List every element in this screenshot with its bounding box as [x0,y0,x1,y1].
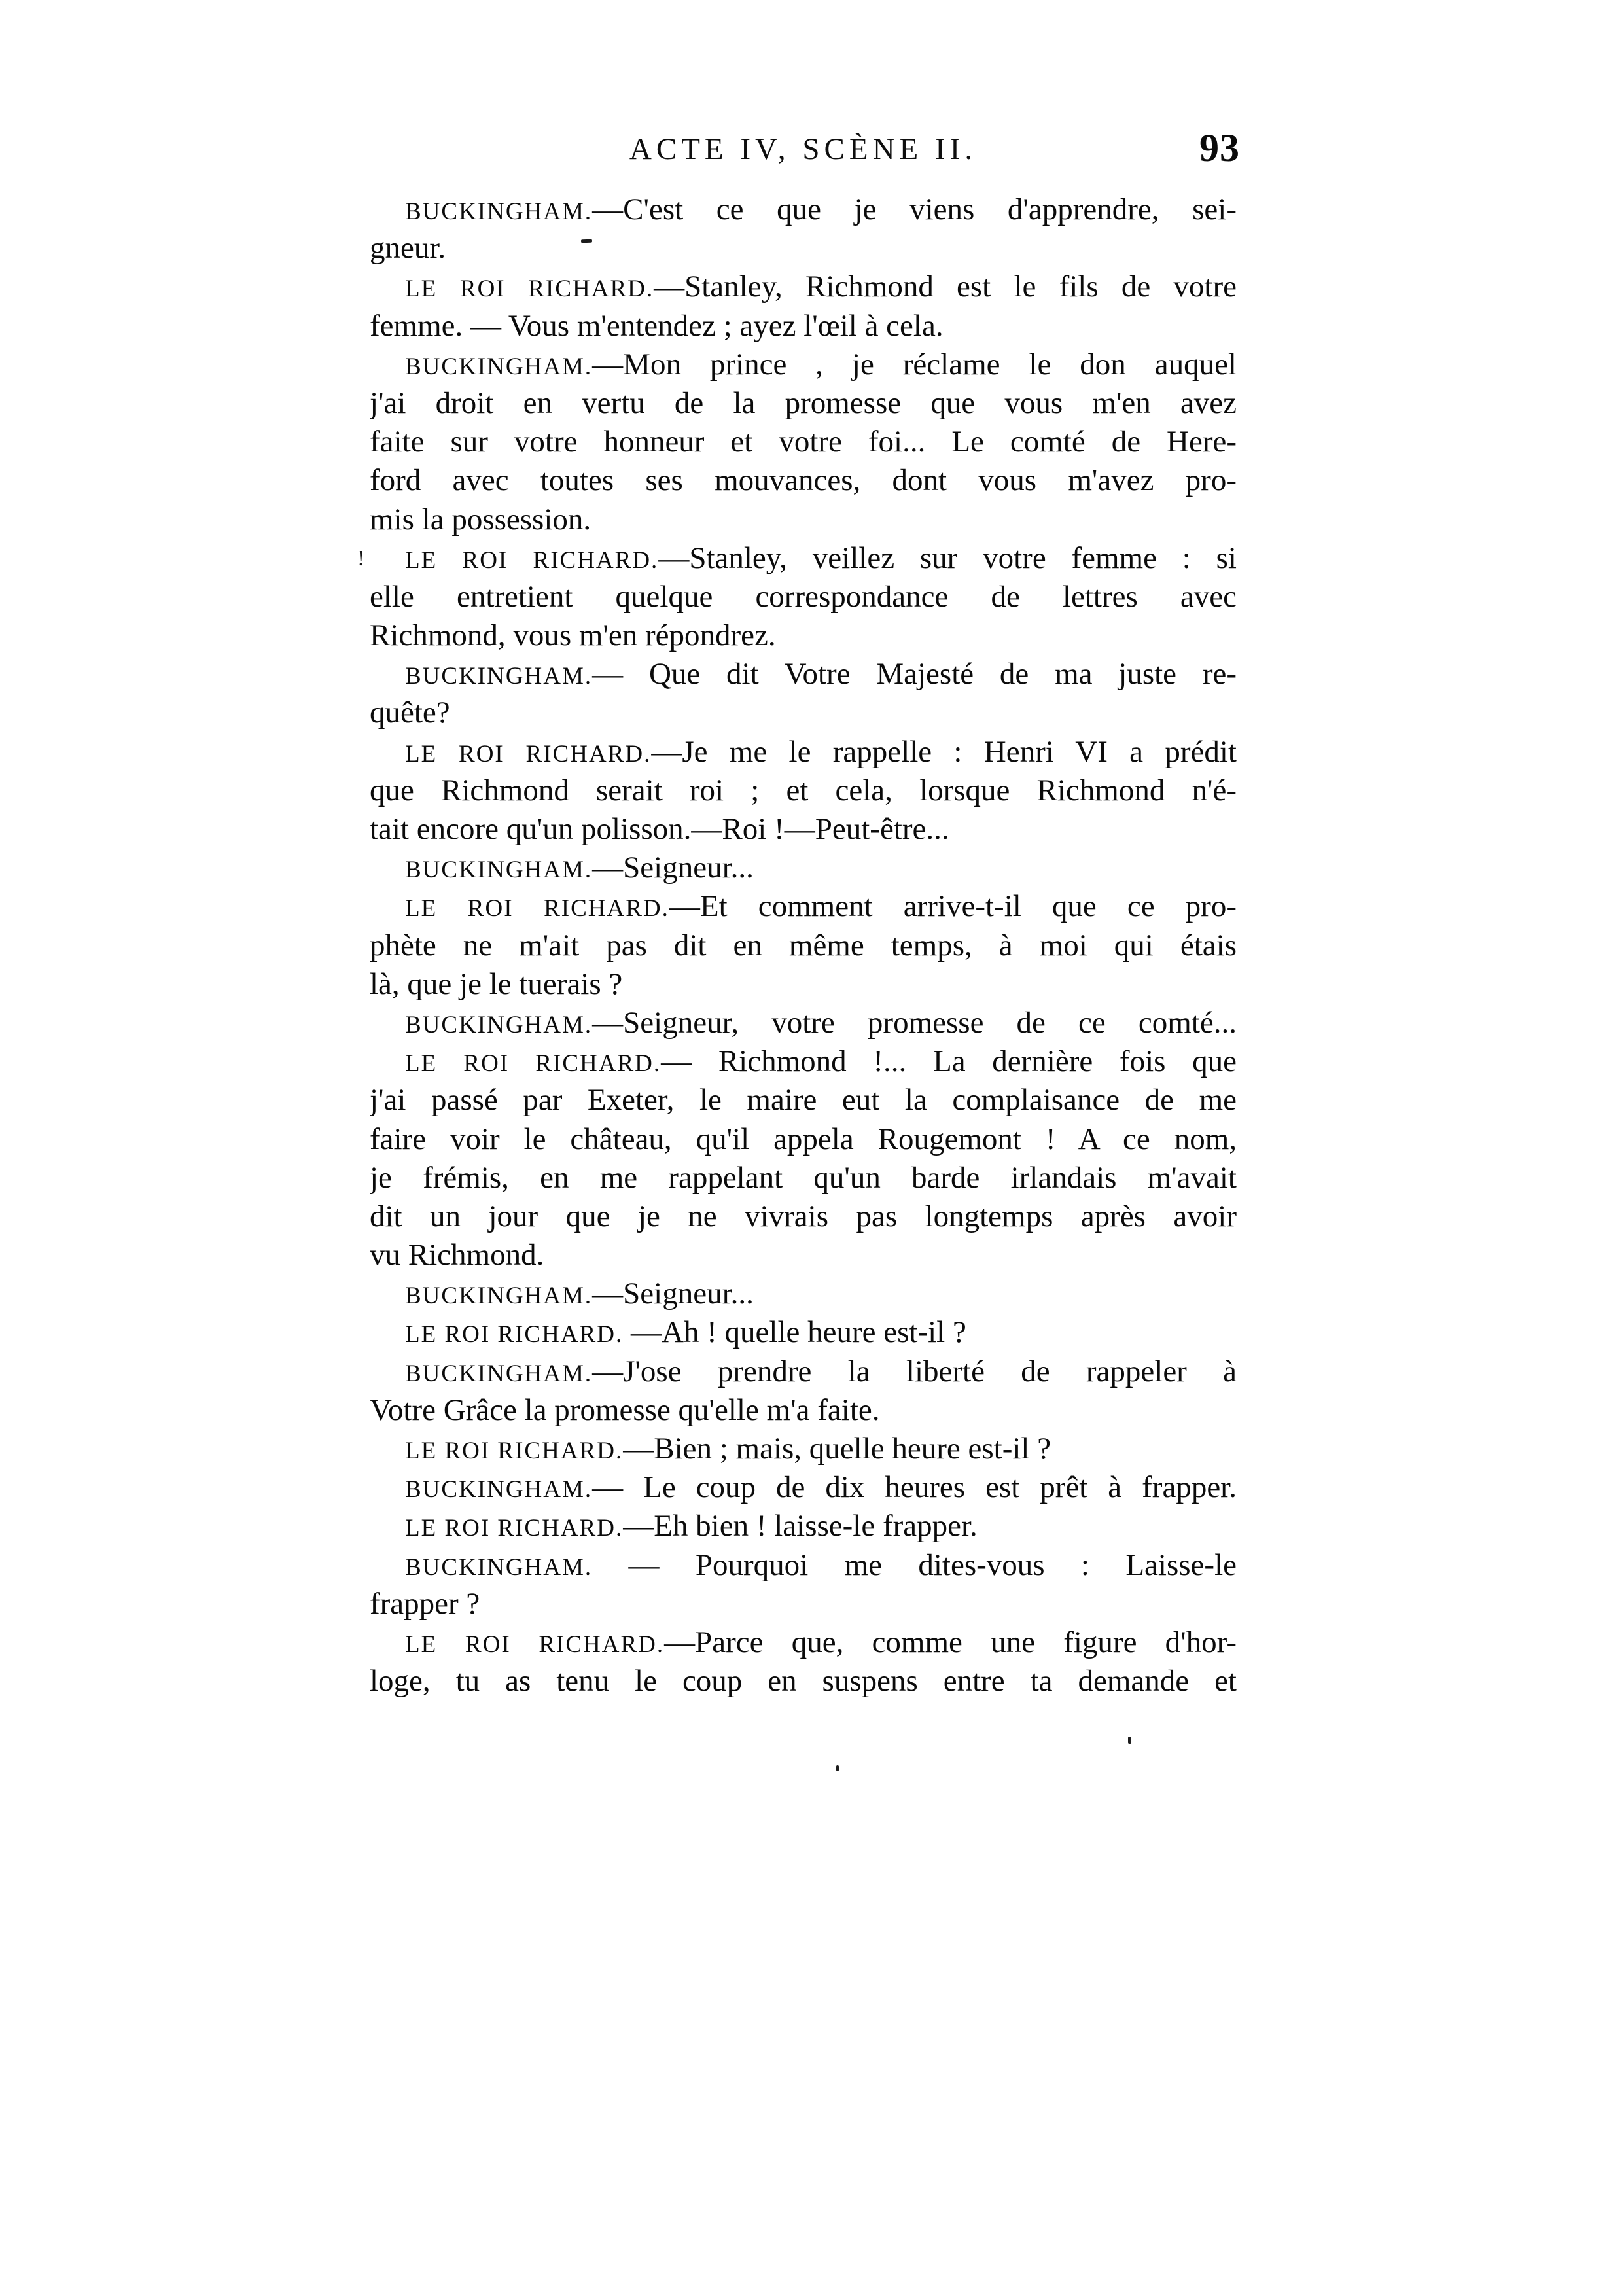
speaker-name: BUCKINGHAM. [405,1360,593,1387]
text-line: frapper ? [370,1586,480,1621]
text-line: j'ai passé par Exeter, le maire eut la complaisance de me [370,1083,1237,1118]
text-line: là, que je le tuerais ? [370,966,623,1001]
text-line: LE ROI RICHARD.—Parce que, comme une figure d'hor- [405,1625,1237,1659]
speaker-name: LE ROI RICHARD. [405,1321,624,1349]
text-line: gneur. [370,231,446,266]
text-line: tait encore qu'un polisson.—Roi !—Peut-être... [370,812,949,846]
header-title: ACTE IV, SCÈNE II. [629,132,978,166]
speaker-name: BUCKINGHAM. [405,857,593,884]
text-line: que Richmond serait roi ; et cela, lorsque Richmond n'é- [370,773,1237,807]
speaker-name: BUCKINGHAM. [405,1282,593,1310]
speaker-name: LE ROI RICHARD. [405,275,654,303]
text-line: BUCKINGHAM.—Seigneur... [405,851,754,885]
text-line: phète ne m'ait pas dit en même temps, à moi qui étais [370,928,1237,963]
text-line: Richmond, vous m'en répondrez. [370,618,776,653]
speaker-name: LE ROI RICHARD. [405,895,669,923]
text-line: LE ROI RICHARD.—Stanley, Richmond est le fils de votre [405,270,1237,304]
speaker-name: BUCKINGHAM. [405,198,593,225]
text-line: quête? [370,696,450,730]
text-line: ford avec toutes ses mouvances, dont vous m'avez pro- [370,463,1237,498]
speaker-name: LE ROI RICHARD. [405,1438,624,1464]
text-line: BUCKINGHAM.—Seigneur... [405,1277,754,1311]
text-line: LE ROI RICHARD.—Je me le rappelle : Henri VI a prédit [405,734,1237,769]
ink-speck [1128,1737,1131,1744]
text-line: dit un jour que je ne vivrais pas longtemps après avoir [370,1199,1237,1233]
speaker-name: BUCKINGHAM. [405,663,593,690]
text-line: faite sur votre honneur et votre foi... Le comté de Here- [370,425,1237,459]
text-line: BUCKINGHAM.—Mon prince , je réclame le don auquel [405,347,1237,381]
text-line: LE ROI RICHARD.—Stanley, veillez sur votre femme : si [405,540,1237,575]
text-line: LE ROI RICHARD.—Eh bien ! laisse-le frapper. [405,1509,978,1544]
text-line: LE ROI RICHARD.—Et comment arrive-t-il que ce pro- [405,889,1237,924]
text-line: BUCKINGHAM.— Le coup de dix heures est prêt à frapper. [405,1470,1237,1505]
ink-speck [581,239,592,243]
running-header [370,132,1237,166]
text-block [370,190,1237,1701]
speaker-name: LE ROI RICHARD. [405,740,652,768]
text-line: BUCKINGHAM.—C'est ce que je viens d'apprendre, sei- [405,192,1237,226]
text-line: BUCKINGHAM.—Seigneur, votre promesse de ce comté... [405,1005,1237,1040]
speaker-name: LE ROI RICHARD. [405,1631,665,1658]
margin-ink-mark: ! [357,546,365,571]
speaker-name: LE ROI RICHARD. [405,546,659,574]
text-line: BUCKINGHAM.—J'ose prendre la liberté de rappeler à [405,1354,1237,1388]
speaker-name: BUCKINGHAM. [405,353,593,380]
text-line: elle entretient quelque correspondance de lettres avec [370,579,1237,614]
text-line: LE ROI RICHARD. —Ah ! quelle heure est-il ? [405,1315,966,1350]
text-line: loge, tu as tenu le coup en suspens entre ta demande et [370,1664,1237,1699]
speaker-name: BUCKINGHAM. [405,1011,593,1038]
speaker-name: BUCKINGHAM. [405,1553,593,1581]
text-line: BUCKINGHAM. — Pourquoi me dites-vous : Laisse-le [405,1547,1237,1582]
speaker-name: LE ROI RICHARD. [405,1515,624,1542]
speaker-name: LE ROI RICHARD. [405,1050,662,1078]
text-line: je frémis, en me rappelant qu'un barde irlandais m'avait [370,1160,1237,1195]
text-line: mis la possession. [370,502,591,537]
text-line: BUCKINGHAM.— Que dit Votre Majesté de ma juste re- [405,657,1237,692]
text-line: j'ai droit en vertu de la promesse que vous m'en avez [370,385,1237,420]
text-line: Votre Grâce la promesse qu'elle m'a faite. [370,1392,880,1427]
text-line: femme. — Vous m'entendez ; ayez l'œil à cela. [370,308,944,343]
text-line: LE ROI RICHARD.— Richmond !... La dernière fois que [405,1044,1237,1079]
page-number: 93 [1199,126,1240,169]
text-line: LE ROI RICHARD.—Bien ; mais, quelle heure est-il ? [405,1432,1051,1466]
speaker-name: BUCKINGHAM. [405,1476,593,1504]
ink-speck [836,1765,839,1771]
text-line: faire voir le château, qu'il appela Rougemont ! A ce nom, [370,1122,1237,1156]
text-line: vu Richmond. [370,1238,544,1273]
